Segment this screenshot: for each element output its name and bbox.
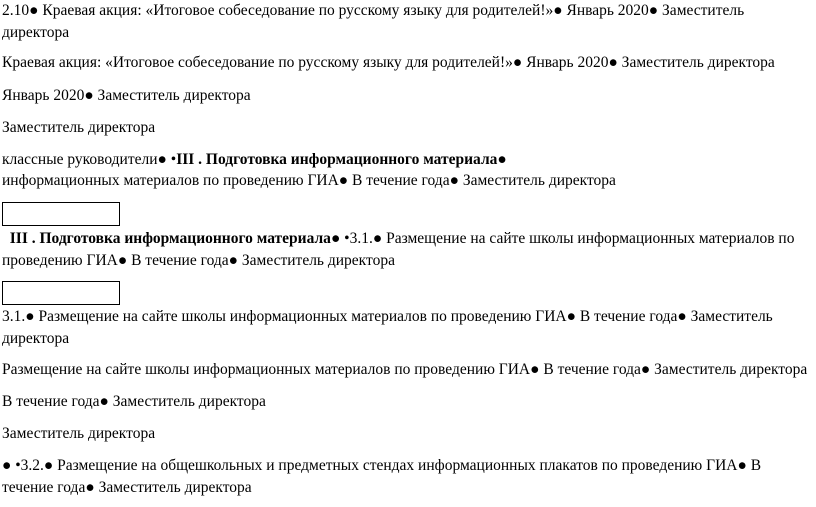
text-line-10: В течение года● Заместитель директора — [2, 393, 266, 410]
text-line-4: Заместитель директора — [2, 119, 156, 136]
section-heading-3-repeat: III . Подготовка информационного материала — [9, 230, 331, 247]
text-line-6: информационных материалов по проведению ГИА● В течение года● Заместитель директора — [2, 172, 616, 189]
text-line-8: 3.1.● Размещение на сайте школы информационных материалов по проведению ГИА● В течение года● Заместитель директора — [2, 308, 773, 347]
text-line-7-indent — [2, 230, 10, 247]
text-line-3: Январь 2020● Заместитель директора — [2, 87, 251, 104]
text-line-7-tail: ● •3.1.● Размещение на сайте школы информационных материалов по проведению ГИА● В течение года● Заместитель директора — [2, 230, 795, 269]
text-line-1: 2.10● Краевая акция: «Итоговое собеседование по русскому языку для родителей!»● Январь 2020● Заместитель директора — [2, 2, 745, 41]
section-heading-3: III . Подготовка информационного материала● — [176, 151, 507, 168]
text-line-5 — [2, 149, 814, 171]
text-line-7 — [2, 228, 814, 272]
text-line-12: ● •3.2.● Размещение на общешкольных и предметных стендах информационных плакатов по проведению ГИА● В течение года● Заместитель директора — [2, 457, 762, 496]
text-line-2: Краевая акция: «Итоговое собеседование по русскому языку для родителей!»● Январь 2020● Заместитель директора — [2, 54, 775, 71]
empty-box-1 — [2, 202, 120, 226]
text-line-9: Размещение на сайте школы информационных материалов по проведению ГИА● В течение года● Заместитель директора — [2, 361, 808, 378]
text-line-5-plain: классные руководители● • — [2, 151, 177, 168]
empty-box-2 — [2, 281, 120, 305]
text-line-11: Заместитель директора — [2, 425, 156, 442]
